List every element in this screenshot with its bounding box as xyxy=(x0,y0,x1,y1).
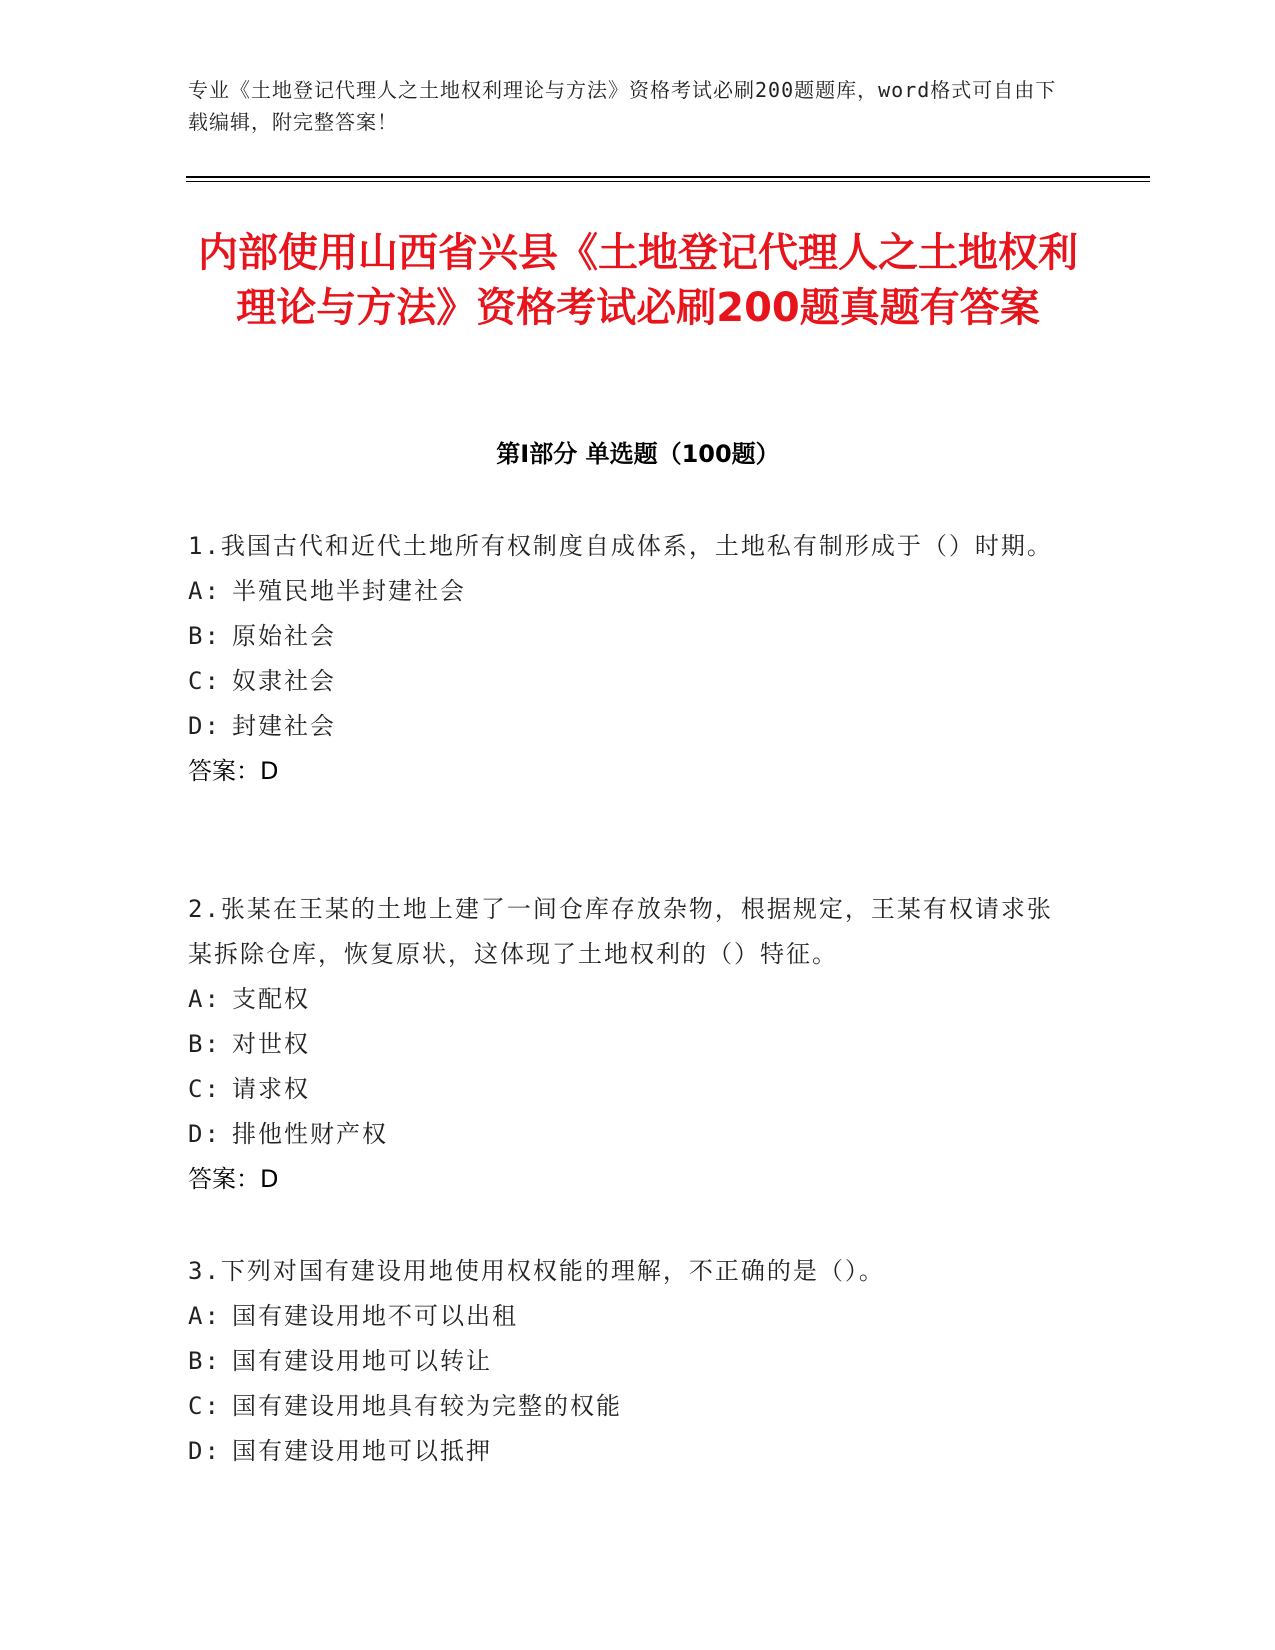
option-text: 封建社会 xyxy=(232,712,336,740)
option-key: B: xyxy=(188,1347,221,1375)
question-3 xyxy=(188,1249,1068,1474)
option-text: 国有建设用地具有较为完整的权能 xyxy=(232,1392,622,1420)
option-d xyxy=(188,1112,1068,1157)
answer-line: 答案：D xyxy=(188,1165,279,1193)
option-text: 请求权 xyxy=(232,1075,310,1103)
option-text: 原始社会 xyxy=(232,622,336,650)
option-key: D: xyxy=(188,1437,221,1465)
option-text: 国有建设用地不可以出租 xyxy=(232,1302,518,1330)
option-c xyxy=(188,1067,1068,1112)
header-note: 专业《土地登记代理人之土地权利理论与方法》资格考试必刷200题题库，word格式可自由下载编辑，附完整答案！ xyxy=(188,78,1057,134)
option-text: 国有建设用地可以抵押 xyxy=(232,1437,492,1465)
option-key: C: xyxy=(188,1075,221,1103)
question-2 xyxy=(188,887,1068,1202)
option-c xyxy=(188,1384,1068,1429)
option-b xyxy=(188,614,1068,659)
option-d xyxy=(188,704,1068,749)
option-key: C: xyxy=(188,667,221,695)
option-key: D: xyxy=(188,712,221,740)
option-text: 国有建设用地可以转让 xyxy=(232,1347,492,1375)
option-key: D: xyxy=(188,1120,221,1148)
option-key: A: xyxy=(188,985,221,1013)
option-a xyxy=(188,569,1068,614)
option-c xyxy=(188,659,1068,704)
question-stem: 3.下列对国有建设用地使用权权能的理解，不正确的是（）。 xyxy=(188,1257,885,1285)
option-a xyxy=(188,1294,1068,1339)
option-a xyxy=(188,977,1068,1022)
question-1 xyxy=(188,524,1068,794)
question-stem: 2.张某在王某的土地上建了一间仓库存放杂物，根据规定，王某有权请求张某拆除仓库，恢复原状，这体现了土地权利的（）特征。 xyxy=(188,895,1053,968)
option-text: 对世权 xyxy=(232,1030,310,1058)
answer-line: 答案：D xyxy=(188,757,279,785)
header-divider-thin xyxy=(186,181,1150,182)
question-stem: 1.我国古代和近代土地所有权制度自成体系，土地私有制形成于（）时期。 xyxy=(188,532,1053,560)
option-text: 排他性财产权 xyxy=(232,1120,388,1148)
option-text: 半殖民地半封建社会 xyxy=(232,577,466,605)
option-text: 奴隶社会 xyxy=(232,667,336,695)
option-text: 支配权 xyxy=(232,985,310,1013)
option-b xyxy=(188,1022,1068,1067)
option-d xyxy=(188,1429,1068,1474)
section-heading: 第Ⅰ部分 单选题（100题） xyxy=(496,440,780,468)
option-key: B: xyxy=(188,622,221,650)
document-title: 内部使用山西省兴县《土地登记代理人之土地权利理论与方法》资格考试必刷200题真题有答案 xyxy=(198,230,1078,331)
header-divider-thick xyxy=(186,176,1150,178)
option-key: A: xyxy=(188,577,221,605)
option-b xyxy=(188,1339,1068,1384)
option-key: A: xyxy=(188,1302,221,1330)
option-key: B: xyxy=(188,1030,221,1058)
option-key: C: xyxy=(188,1392,221,1420)
